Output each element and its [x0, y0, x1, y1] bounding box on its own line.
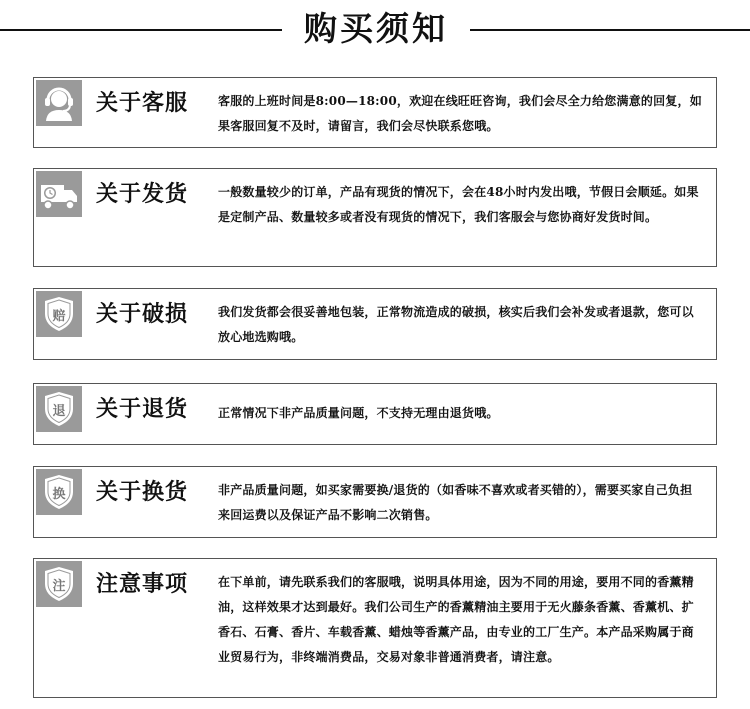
section-heading: 关于退货: [96, 396, 189, 422]
section-text: 非产品质量问题，如买家需要换/退货的（如香味不喜欢或者买错的），需要买家自己负担来回运费以及保证产品不影响二次销售。: [218, 483, 693, 522]
section-returns: [33, 383, 717, 445]
section-text: 一般数量较少的订单，产品有现货的情况下，会在48小时内发出哦，节假日会顺延。如果是定制产品、数量较多或者没有现货的情况下，我们客服会与您协商好发货时间。: [218, 185, 699, 224]
section-heading: 关于发货: [96, 181, 189, 207]
section-text: 客服的上班时间是8:00—18:00，欢迎在线旺旺咨询，我们会尽全力给您满意的回复，如果客服回复不及时，请留言，我们会尽快联系您哦。: [218, 94, 702, 133]
section-damage: [33, 288, 717, 360]
section-text: 我们发货都会很妥善地包装，正常物流造成的破损，核实后我们会补发或者退款，您可以放心地选购哦。: [218, 305, 694, 344]
shield-char: 退: [52, 404, 66, 419]
header-divider-left: [0, 29, 282, 31]
section-customer-service: [33, 77, 717, 148]
section-exchange: [33, 466, 717, 538]
shield-char: 注: [52, 579, 66, 594]
page-title: 购买须知: [304, 9, 448, 48]
section-heading: 关于破损: [96, 301, 189, 327]
section-text: 正常情况下非产品质量问题，不支持无理由退货哦。: [218, 406, 499, 420]
notice-shield-icon: [36, 561, 82, 607]
customer-service-icon: [36, 80, 82, 126]
exchange-shield-icon: [36, 469, 82, 515]
return-shield-icon: [36, 386, 82, 432]
section-heading: 注意事项: [96, 571, 189, 597]
compensation-shield-icon: [36, 291, 82, 337]
shield-char: 赔: [52, 309, 66, 324]
section-notice: [33, 558, 717, 698]
section-heading: 关于换货: [96, 479, 189, 505]
section-delivery: [33, 168, 717, 267]
section-heading: 关于客服: [96, 90, 189, 116]
section-text: 在下单前，请先联系我们的客服哦，说明具体用途，因为不同的用途，要用不同的香薰精油，这样效果才达到最好。我们公司生产的香薰精油主要用于无火藤条香薰、香薰机、扩香石、石膏、香片、车载香薰、蜡烛等香薰产品，由专业的工厂生产。本产品采购属于商业贸易行为，非终端消费品，交易对象非普通消费者，请注意。: [218, 575, 694, 664]
header-divider-right: [470, 29, 750, 31]
delivery-truck-icon: [36, 171, 82, 217]
shield-char: 换: [52, 487, 66, 502]
page-header: [0, 0, 750, 60]
